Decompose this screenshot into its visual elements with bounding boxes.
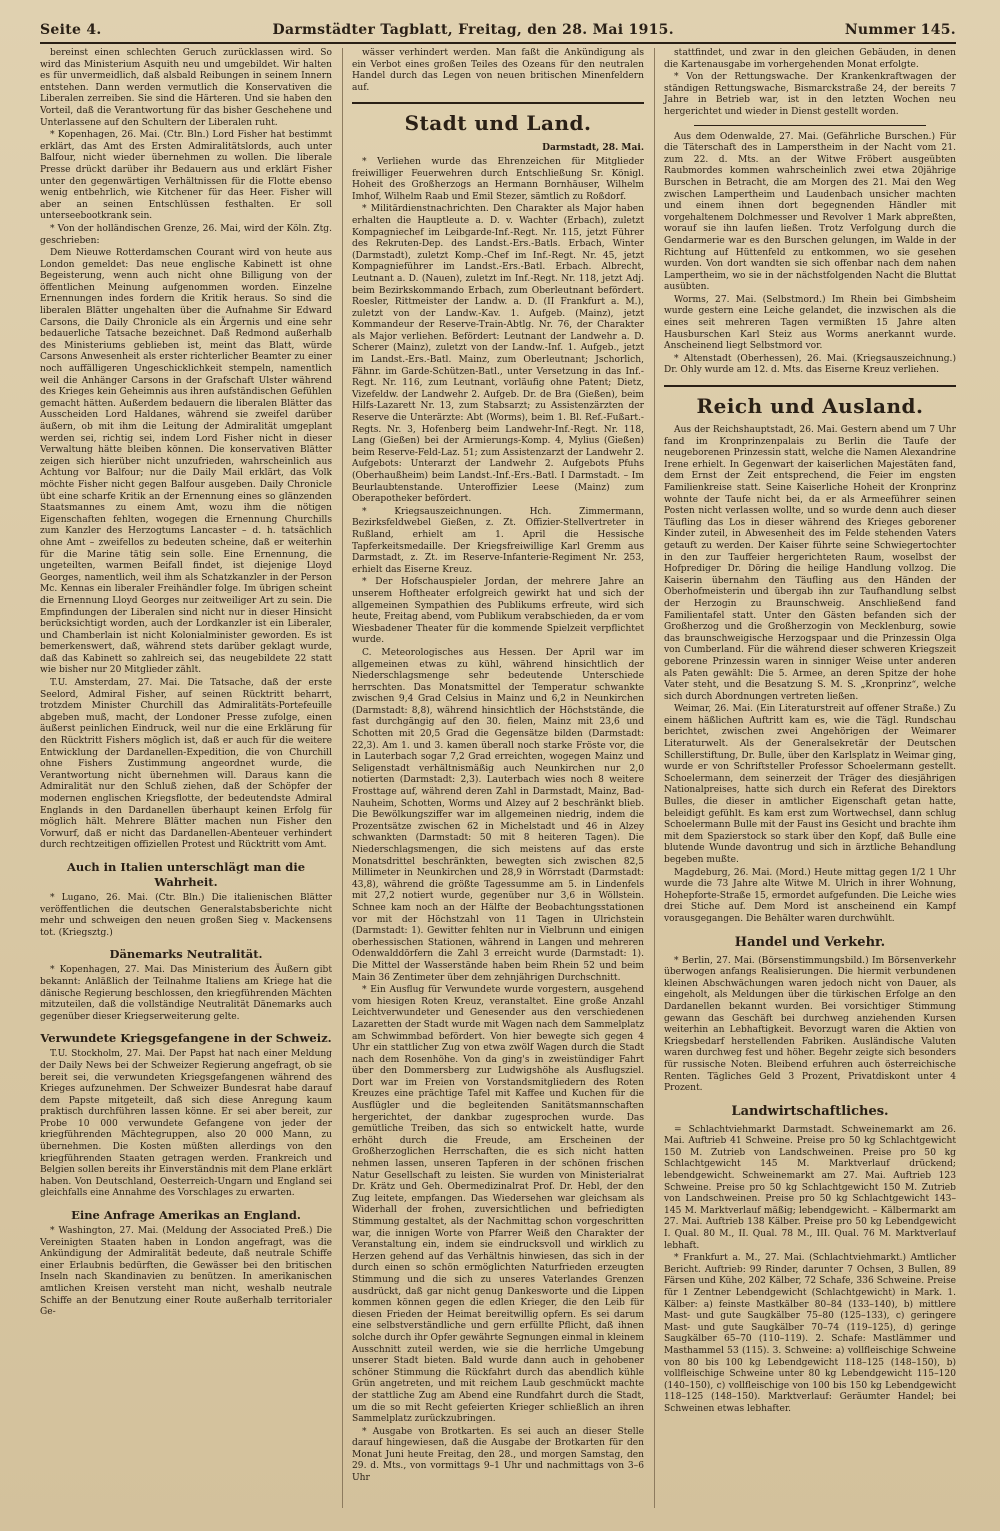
headline-italien: Auch in Italien unterschlägt man die Wahrheit.	[66, 859, 306, 889]
article-text: Dem Nieuwe Rotterdamschen Courant wird von heute aus London gemeldet: Das neue englische Kabinett ist ohne Begeisterung, wenn auch nicht ohne Billigung von der öffentlichen Meinung aufgenommen worden. Einzelne Ernennungen indes fordern die Kritik heraus. So sind die liberalen Blätter ungehalten über die Aufnahme Sir Edward Carsons, die Daily Chronicle als ein Ärgernis und eine sehr bedauerliche Tatsache bezeichnet. Daß Redmond außerhalb des Ministeriums geblieben ist, meint das Blatt, würde Carsons Anwesenheit als erster richterlicher Beamter zu einer noch auffälligeren Ungeschicklichkeit stempeln, namentlich weil die Anhänger Carsons in der Grafschaft Ulster während des Krieges kein Geheimnis aus ihren aufständischen Gefühlen gemacht hätten. Außerdem bedauern die liberalen Blätter das Ausscheiden Lord Haldanes, während sie zweifel darüber äußern, ob mit ihm die Leitung der Admiralität umgeplant werden sei, richtig sei, indem Lord Fisher nicht in dieser Verwaltung hätte bleiben können. Die konservativen Blätter zeigen sich hierüber nicht unzufrieden, wahrscheinlich aus Achtung vor Balfour; nur die Daily Mail erklärt, das Volk möchte Fisher nicht gegen Balfour ausgeben. Daily Chronicle übt eine scharfe Kritik an der Ernennung eines so glänzenden Staatsmannes zu einem Amt, wozu ihm die nötigen Eigenschaften fehlten, wogegen die Ernennung Churchills zum Kanzler des Herzogtums Lancaster – d. h. tatsächlich ohne Amt – zweifellos zu bedeuten scheine, daß er weiterhin für die Marine tätig sein solle. Eine Ernennung, die ungeteilten, warmen Beifall findet, ist diejenige Lloyd Georges, namentlich, weil ihm als Schatzkanzler in der Person Mc. Kennas ein liberaler Freihändler folge. Im übrigen scheint die Ernennung Lloyd Georges nur zeitweiliger Art zu sein. Die Empfindungen der Liberalen sind nicht nur in dieser Hinsicht berücksichtigt worden, auch der Lordkanzler ist ein Liberaler, und Chamberlain ist nicht Kolonialminister geworden. Es ist bemerkenswert, daß, während stets darüber geklagt wurde, daß das Kabinett so zahlreich sei, das neugebildete 22 statt wie bisher nur 20 Mitglieder zählt.	[40, 248, 332, 676]
article-text: * Kriegsauszeichnungen. Hch. Zimmermann, Bezirksfeldwebel Gießen, z. Zt. Offizier-Stellvertreter in Rußland, erhielt am 1. April die Hessische Tapferkeitsmedaille. Der Kriegsfreiwillige Karl Gremm aus Darmstadt, z. Zt. im Reserve-Infanterie-Regiment Nr. 253, erhielt das Eiserne Kreuz.	[352, 506, 644, 575]
article-text: bereinst einen schlechten Geruch zurücklassen wird. So wird das Ministerium Asquith neu und umgebildet. Wir halten es für unvermeidlich, daß alsbald Reibungen in seinem Innern entstehen. Dann werden vermutlich die Konservativen die Liberalen zerreiben. Sie sind die Härteren. Und sie haben den Vorteil, daß die Verantwortung für das bisher Geschehene und Unterlassene auf den Schultern der Liberalen ruht.	[40, 48, 332, 128]
column-2	[342, 48, 644, 1508]
issue-number: Nummer 145.	[844, 22, 956, 38]
article-text: * Kopenhagen, 27. Mai. Das Ministerium des Äußern gibt bekannt: Anläßlich der Teilnahme Italiens am Kriege hat die dänische Regierung beschlossen, den kriegführenden Mächten mitzuteilen, daß die vollständige Neutralität Dänemarks auch gegenüber dieser Kriegserweiterung gelte.	[40, 965, 332, 1022]
article-text: * Ausgabe von Brotkarten. Es sei auch an dieser Stelle darauf hingewiesen, daß die Ausgabe der Brotkarten für den Monat Juni heute Freitag, den 28., und morgen Samstag, den 29. d. Mts., von vormittags 9–1 Uhr und nachmittags von 3–6 Uhr	[352, 1426, 644, 1484]
column-1	[40, 48, 332, 1508]
newspaper-title: Darmstädter Tagblatt, Freitag, den 28. Mai 1915.	[272, 22, 674, 38]
page-header	[40, 22, 956, 44]
article-text: * Von der holländischen Grenze, 26. Mai, wird der Köln. Ztg. geschrieben:	[40, 223, 332, 246]
dateline: Darmstadt, 28. Mai.	[542, 142, 644, 154]
article-text: Worms, 27. Mai. (Selbstmord.) Im Rhein bei Gimbsheim wurde gestern eine Leiche gelandet, die inzwischen als die eines seit mehreren Tagen vermißten 15 Jahre alten Hausburschen Karl Steiz aus Worms anerkannt wurde. Anscheinend liegt Selbstmord vor.	[664, 294, 956, 352]
article-text: * Von der Rettungswache. Der Krankenkraftwagen der ständigen Rettungswache, Bismarckstraße 24, der bereits 7 Jahre in Betrieb war, ist in den letzten Wochen neu hergerichtet und wieder in Dienst gestellt worden.	[664, 72, 956, 117]
article-text: T.U. Amsterdam, 27. Mai. Die Tatsache, daß der erste Seelord, Admiral Fisher, auf seinen Rücktritt beharrt, trotzdem Minister Churchill das Admiralitäts-Portefeuille abgeben muß, macht, der Londoner Presse zufolge, einen äußerst peinlichen Eindruck, weil nur die eine Erklärung für den Rücktritt Fishers möglich ist, daß er auch für die weitere Entwicklung der Dardanellen-Expedition, die von Churchill ohne Fishers Zustimmung angeordnet wurde, die Verantwortung nicht übernehmen will. Daraus kann die Admiralität nur den Schluß ziehen, daß der Schöpfer der modernen englischen Kriegsflotte, der bedeutendste Admiral Englands in den Dardanellen überhaupt keinen Erfolg für möglich hält. Mehrere Blätter machen nun Fisher den Vorwurf, daß er nicht das Dardanellen-Abenteuer verhindert durch rechtzeitigen offiziellen Protest und Rücktritt vom Amt.	[40, 678, 332, 851]
article-text: * Verliehen wurde das Ehrenzeichen für Mitglieder freiwilliger Feuerwehren durch Entschließung Sr. Königl. Hoheit des Großherzogs an Hermann Bornhäuser, Wilhelm Imhof, Wilhelm Raab und Emil Stezer, sämtlich zu Roßdorf.	[352, 156, 644, 202]
article-text: T.U. Stockholm, 27. Mai. Der Papst hat nach einer Meldung der Daily News bei der Schweizer Regierung angefragt, ob sie bereit sei, die verwundeten Kriegsgefangenen während des Krieges aufzunehmen. Der Schweizer Bundesrat habe darauf dem Papste mitgeteilt, daß sich diese Anregung kaum praktisch durchführen lassen könne. Er sei aber bereit, zur Probe 10 000 verwundete Gefangene von jeder der kriegführenden Mächtegruppen, also 20 000 Mann, zu übernehmen. Die Kosten müßten allerdings von den kriegführenden Staaten getragen werden. Frankreich und Belgien sollen bereits ihr Einverständnis mit dem Plane erklärt haben. Von Deutschland, Oesterreich-Ungarn und England sei gleichfalls eine Annahme des Vorschlages zu erwarten.	[40, 1049, 332, 1199]
headline-amerika: Eine Anfrage Amerikas an England.	[71, 1208, 301, 1223]
page-number: Seite 4.	[40, 22, 102, 38]
article-text: * Washington, 27. Mai. (Meldung der Associated Preß.) Die Vereinigten Staaten haben in London angefragt, was die Ankündigung der Admiralität bedeute, daß neutrale Schiffe einer Erlaubnis bedürften, die Gewässer bei den britischen Inseln nach Skandinavien zu benützen. In amerikanischen amtlichen Kreisen versteht man nicht, weshalb neutrale Schiffe an der Benutzung einer Route außerhalb territorialer Ge-	[40, 1226, 332, 1318]
article-text: * Der Hofschauspieler Jordan, der mehrere Jahre an unserem Hoftheater erfolgreich gewirkt hat und sich der allgemeinen Sympathien des Publikums erfreute, wird sich heute, Freitag abend, vom Publikum verabschieden, da er vom Wiesbadener Theater für die kommende Spielzeit verpflichtet wurde.	[352, 577, 644, 646]
article-text: Weimar, 26. Mai. (Ein Literaturstreit auf offener Straße.) Zu einem häßlichen Auftritt kam es, wie die Tägl. Rundschau berichtet, zwischen zwei Angehörigen der Weimarer Literaturwelt. Als der Generalsekretär der Deutschen Schillerstiftung, Dr. Bulle, über den Karlsplatz in Weimar ging, wurde er von Schriftsteller Professor Schoelermann gestellt. Schoelermann, dem seinerzeit der Träger des diesjährigen Nationalpreises, hatte sich durch ein Referat des Direktors Bulles, die dieser in amtlicher Eigenschaft getan hatte, beleidigt gefühlt. Es kam erst zum Wortwechsel, dann schlug Schoelermann Bulle mit der Faust ins Gesicht und brachte ihm mit dem Spazierstock so stark über den Kopf, daß Bulle eine blutende Wunde davontrug und sich in ärztliche Behandlung begeben mußte.	[664, 704, 956, 865]
article-text: stattfindet, und zwar in den gleichen Gebäuden, in denen die Kartenausgabe im vorhergehenden Monat erfolgte.	[664, 48, 956, 70]
article-text: * Berlin, 27. Mai. (Börsenstimmungsbild.) Im Börsenverkehr überwogen anfangs Realisierungen. Die hiermit verbundenen kleinen Abschwächungen waren jedoch nicht von Dauer, als eingeholt, als Meldungen über die türkischen Erfolge an den Dardanellen bekannt wurden. Bei vorsichtiger Stimmung gewann das Geschäft bei durchweg anziehenden Kursen weiterhin an Lebhaftigkeit. Bevorzugt waren die Aktien von Kriegsbedarf herstellenden Fabriken. Ausländische Valuten waren durchweg fest und höher. Begehr zeigte sich besonders für russische Noten. Bleibend erfuhren auch österreichische Renten. Tägliches Geld 3 Prozent, Privatdiskont unter 4 Prozent.	[664, 955, 956, 1094]
section-title-handel: Handel und Verkehr.	[734, 934, 886, 950]
column-3	[654, 48, 956, 1508]
columns	[40, 48, 956, 1508]
article-text: * Militärdienstnachrichten. Den Charakter als Major haben erhalten die Hauptleute a. D. v. Wachter (Erbach), zuletzt Kompagniechef im Leibgarde-Inf.-Regt. Nr. 115, jetzt Führer des Rekruten-Dep. des Landst.-Ers.-Batls. Erbach, Winter (Darmstadt), zuletzt Komp.-Chef im Inf.-Regt. Nr. 45, jetzt Kompagnieführer im Landst.-Ers.-Batl. Erbach. Albrecht, Leutnant a. D. (Nauen), zuletzt im Inf.-Regt. Nr. 118, jetzt Adj. beim Bezirkskommando Erbach, zum Oberleutnant befördert. Roesler, Rittmeister der Landw. a. D. (II Frankfurt a. M.), zuletzt von der Landw.-Kav. 1. Aufgeb. (Mainz), jetzt Kommandeur der Reserve-Train-Abtlg. Nr. 76, der Charakter als Major verliehen. Befördert: Leutnant der Landwehr a. D. Scherer (Mainz), zuletzt von der Landw.-Inf. 1. Aufgeb., jetzt im Landst.-Ers.-Batl. Mainz, zum Oberleutnant; Jschorlich, Fähnr. im Garde-Schützen-Batl., unter Versetzung in das Inf.-Regt. Nr. 116, zum Leutnant, vorläufig ohne Patent; Dietz, Vizefeldw. der Landwehr 2. Aufgeb. Dr. de Bra (Gießen), beim Hilfs-Lazarett Nr. 13, zum Stabsarzt; zu Assistenzärzten der Reserve die Unterärzte: Abt (Worms), beim 1. Bl. Ref.-Fußart.-Regts. Nr. 3, Hofenberg beim Landwehr-Inf.-Regt. Nr. 118, Lang (Gießen) bei der Armierungs-Komp. 4, Mylius (Gießen) beim Reserve-Feld-Laz. 51; zum Assistenzarzt der Landwehr 2. Aufgebots: Unterarzt der Landwehr 2. Aufgebots Pfuhs (Oberhaußheim) beim Landst.-Inf.-Ers.-Batl. I Darmstadt. – Im Beurlaubtenstande. Unteroffizier Leese (Mainz) zum Oberapotheker befördert.	[352, 204, 644, 505]
article-text: * Ein Ausflug für Verwundete wurde vorgestern, ausgehend vom hiesigen Roten Kreuz, veranstaltet. Eine große Anzahl Leichtverwundeter und Genesender aus den verschiedenen Lazaretten der Stadt wurde mit Wagen nach dem Sammelplatz am Schwimmbad befördert. Von hier bewegte sich gegen 4 Uhr ein stattlicher Zug von etwa zwölf Wagen durch die Stadt nach dem Rosenhöhe. Von da ging's in zweistündiger Fahrt über den Dommersberg zur Ludwigshöhe als Ausflugsziel. Dort war im Freien von Vorstandsmitgliedern des Roten Kreuzes eine prächtige Tafel mit Kaffee und Kuchen für die Ausflügler und die begleitenden Sanitätsmannschaften hergerichtet, der dankbar zugesprochen wurde. Das gemütliche Treiben, das sich so entwickelt hatte, wurde erhöht durch die Freude, am Erscheinen der Großherzoglichen Herrschaften, die es sich nicht hatten nehmen lassen, unseren Tapferen in der schönen frischen Natur Gesellschaft zu leisten. Sie wurden von Ministerialrat Dr. Krätz und Geh. Obermedizinalrat Prof. Dr. Hebl, der den Zug leitete, empfangen. Das Wiedersehen war gleichsam als Widerhall der frohen, zuversichtlichen und befriedigten Stimmung gestaltet, als der Nachmittag schon vorgeschritten war, die innigen Worte von Pfarrer Weiß den Charakter der Veranstaltung ein, indem sie eindrucksvoll und wirklich zu Herzen gehend auf das Verhältnis hinwiesen, das sich in der durch einen so schön ermöglichten Naturfrieden erzeugten Stimmung und die sich zu unseres Vaterlandes Grenzen ausdrückt, daß gar nicht genug Dankesworte und die Lippen kommen können gegen die edlen Krieger, die den Leib für diesen Frieden der Heimat bereitwillig opfern. Es sei darum eine selbstverständliche und gern erfüllte Pflicht, daß ihnen solche durch ihr Opfer gewährte Segnungen einmal in kleinem Ausschnitt zuteil werden, wie sie die herrliche Umgebung unserer Stadt bieten. Bald wurde dann auch in gehobener schöner Stimmung die Rückfahrt durch das abendlich kühle Grün angetreten, und mit reichem Laub geschmückt machte der stattliche Zug am Abend eine Rundfahrt durch die Stadt, um die so mit Recht gefeierten Krieger schließlich an ihren Sammelplatz zurückzubringen.	[352, 985, 644, 1425]
article-text: * Altenstadt (Oberhessen), 26. Mai. (Kriegsauszeichnung.) Dr. Ohly wurde am 12. d. Mts. das Eiserne Kreuz verliehen.	[664, 353, 956, 376]
article-text: * Frankfurt a. M., 27. Mai. (Schlachtviehmarkt.) Amtlicher Bericht. Auftrieb: 99 Rinder, darunter 7 Ochsen, 3 Bullen, 89 Färsen und Kühe, 202 Kälber, 72 Schafe, 336 Schweine. Preise für 1 Zentner Lebendgewicht (Schlachtgewicht) in Mark. 1. Kälber: a) feinste Mastkälber 80–84 (133–140), b) mittlere Mast- und gute Saugkälber 75–80 (125–133), c) geringere Mast- und gute Saugkälber 70–74 (119–125), d) geringe Saugkälber 65–70 (110–119). 2. Schafe: Mastlämmer und Masthammel 53 (115). 3. Schweine: a) vollfleischige Schweine von 80 bis 100 kg Lebendgewicht 118–125 (148–150), b) vollfleischige Schweine unter 80 kg Lebendgewicht 115–120 (140–150), c) vollfleischige von 100 bis 150 kg Lebendgewicht 118–125 (148–150). Marktverlauf: Geräumter Handel; bei Schweinen etwas lebhafter.	[664, 1253, 956, 1414]
article-text: = Schlachtviehmarkt Darmstadt. Schweinemarkt am 26. Mai. Auftrieb 41 Schweine. Preise pro 50 kg Schlachtgewicht 150 M. Zutrieb von Landschweinen. Preise pro 50 kg Schlachtgewicht 145 M. Marktverlauf drückend; lebendgewicht. Schweinemarkt am 27. Mai. Auftrieb 123 Schweine. Preise pro 50 kg Schlachtgewicht 150 M. Zutrieb von Landschweinen. Preise pro 50 kg Schlachtgewicht 143–145 M. Marktverlauf mäßig; lebendgewicht. – Kälbermarkt am 27. Mai. Auftrieb 138 Kälber. Preise pro 50 kg Lebendgewicht I. Qual. 80 M., II. Qual. 78 M., III. Qual. 76 M. Marktverlauf lebhaft.	[664, 1124, 956, 1251]
article-text: Magdeburg, 26. Mai. (Mord.) Heute mittag gegen 1/2 1 Uhr wurde die 73 Jahre alte Witwe M. Ulrich in ihrer Wohnung, Hohepforte-Straße 15, ermordet aufgefunden. Die Leiche wies drei Stiche auf. Dem Mord ist anscheinend ein Kampf vorausgegangen. Die Behälter waren durchwühlt.	[664, 867, 956, 924]
article-text: * Lugano, 26. Mai. (Ctr. Bln.) Die italienischen Blätter veröffentlichen die deutschen Generalstabsberichte nicht mehr und schweigen den neuen großen Sieg v. Mackensens tot. (Kriegsztg.)	[40, 892, 332, 938]
divider	[694, 125, 926, 126]
article-text: * Kopenhagen, 26. Mai. (Ctr. Bln.) Lord Fisher hat bestimmt erklärt, das Amt des Ersten Admiralitätslords, auch unter Balfour, nicht wieder übernehmen zu wollen. Die liberale Presse drückt darüber ihr Bedauern aus und erklärt Fisher unter den gegenwärtigen Verhältnissen für die Flotte ebenso wenig entbehrlich, wie Kitchener für das Heer. Fisher will aber an seinen Entschlüssen festhalten. Er soll unterseebootkrank sein.	[40, 130, 332, 222]
article-text: Aus dem Odenwalde, 27. Mai. (Gefährliche Burschen.) Für die Täterschaft des in Lamperstheim in der Nacht vom 21. zum 22. d. Mts. an der Witwe Fröbert ausgeübten Raubmordes kommen wahrscheinlich zwei etwa 20jährige Burschen in Betracht, die am Morgen des 21. Mai den Weg zwischen Lampertheim und Laudenbach unsicher machten und einem ihnen dort begegnenden Händler mit vorgehaltenem Dolchmesser und Revolver 1 Mark abpreßten, worauf sie ihn laufen ließen. Trotz Verfolgung durch die Gendarmerie war es den Burschen gelungen, im Walde in der Richtung auf Hüttenfeld zu entkommen, wo sie gesehen wurden. Von dort wandten sie sich offenbar nach dem nahen Lampertheim, wo sie in der nächstfolgenden Nacht die Bluttat ausübten.	[664, 131, 956, 293]
article-text: Aus der Reichshauptstadt, 26. Mai. Gestern abend um 7 Uhr fand im Kronprinzenpalais zu Berlin die Taufe der neugeborenen Prinzessin statt, welche die Namen Alexandrine Irene erhielt. In Gegenwart der kaiserlichen Majestäten fand, dem Ernst der Zeit entsprechend, die Feier im engsten Familienkreise statt. Seine Kaiserliche Hoheit der Kronprinz wohnte der Taufe nicht bei, da er als Armeeführer seinen Posten nicht verlassen wollte, und so wurde denn auch dieser Täufling das Los in dieser während des Krieges geborener Kinder zuteil, in Abwesenheit des im Felde stehenden Vaters getauft zu werden. Der Kaiser führte seine Schwiegertochter in den zur Tauffeier hergerichteten Raum, woselbst der Hofprediger Dr. Döring die heilige Handlung vollzog. Die Kaiserin übernahm den Täufling aus den Händen der Oberhofmeisterin und übergab ihn zur Taufhandlung selbst der Herzogin zu Braunschweig. Anschließend fand Familientafel statt. Unter den Gästen befanden sich der Großherzog und die Großherzogin von Mecklenburg, sowie das braunschweigische Herzogspaar und die Prinzessin Olga von Cumberland. Für die während dieser schweren Kriegszeit geborene Prinzessin waren in sinniger Weise unter anderen als Paten gewählt: Die 5. Armee, an deren Spitze der hohe Vater steht, und die Besatzung S. M. S. „Kronprinz“, welche sich durch Abordnungen vertreten ließen.	[664, 425, 956, 702]
article-text: wässer verhindert werden. Man faßt die Ankündigung als ein Verbot eines großen Teiles des Ozeans für den neutralen Handel durch das Legen von neuen britischen Minenfeldern auf.	[352, 48, 644, 93]
section-title-stadt-und-land: Stadt und Land.	[352, 102, 644, 136]
section-title-landwirtschaft: Landwirtschaftliches.	[731, 1103, 889, 1119]
headline-daenemark: Dänemarks Neutralität.	[109, 947, 263, 962]
article-text: C. Meteorologisches aus Hessen. Der April war im allgemeinen etwas zu kühl, während hinsichtlich der Niederschlagsmenge sehr bedeutende Unterschiede herrschten. Das Monatsmittel der Temperatur schwankte zwischen 9,4 Grad Celsius in Mainz und 6,2 in Neunkirchen (Darmstadt: 8,8), während hinsichtlich der Höchststände, die fast durchgängig auf den 30. fielen, Mainz mit 23,6 und Schotten mit 20,5 Grad die Gegensätze bilden (Darmstadt: 22,3). Am 1. und 3. kamen überall noch starke Fröste vor, die in Lauterbach sogar 7,2 Grad erreichten, wogegen Mainz und Seligenstadt verhältnismäßig auch Neunkirchen nur 2,0 notierten (Darmstadt: 2,3). Lauterbach wies noch 8 weitere Frosttage auf, während deren Zahl in Darmstadt, Mainz, Bad-Nauheim, Schotten, Worms und Alzey auf 2 beschränkt blieb. Die Bewölkungsziffer war im allgemeinen niedrig, indem die Prozentsätze zwischen 62 in Michelstadt und 46 in Alzey schwankten (Darmstadt: 50 mit 8 heiteren Tagen). Die Niederschlagsmengen, die sich meistens auf das erste Monatsdrittel beschränkten, bewegten sich zwischen 82,5 Millimeter in Neunkirchen und 28,9 in Wörrstadt (Darmstadt: 43,8), während die größte Tagessumme am 5. in Lindenfels mit 27,2 notiert wurde, gegenüber nur 3,6 in Wöllstein. Schnee kam noch an der Hälfte der Beobachtungsstationen vor mit der Höchstzahl von 11 Tagen in Ulrichstein (Darmstadt: 1). Gewitter fehlten nur in Vielbrunn und einigen oberhessischen Stationen, während in Langen und mehreren Odenwalddörfern die Zahl 3 erreicht wurde (Darmstadt: 1). Die Mittel der Wasserstände haben beim Rhein 52 und beim Main 36 Zentimeter über dem zehnjährigen Durchschnitt.	[352, 647, 644, 983]
section-title-reich-und-ausland: Reich und Ausland.	[664, 385, 956, 419]
headline-schweiz: Verwundete Kriegsgefangene in der Schweiz.	[40, 1031, 332, 1046]
